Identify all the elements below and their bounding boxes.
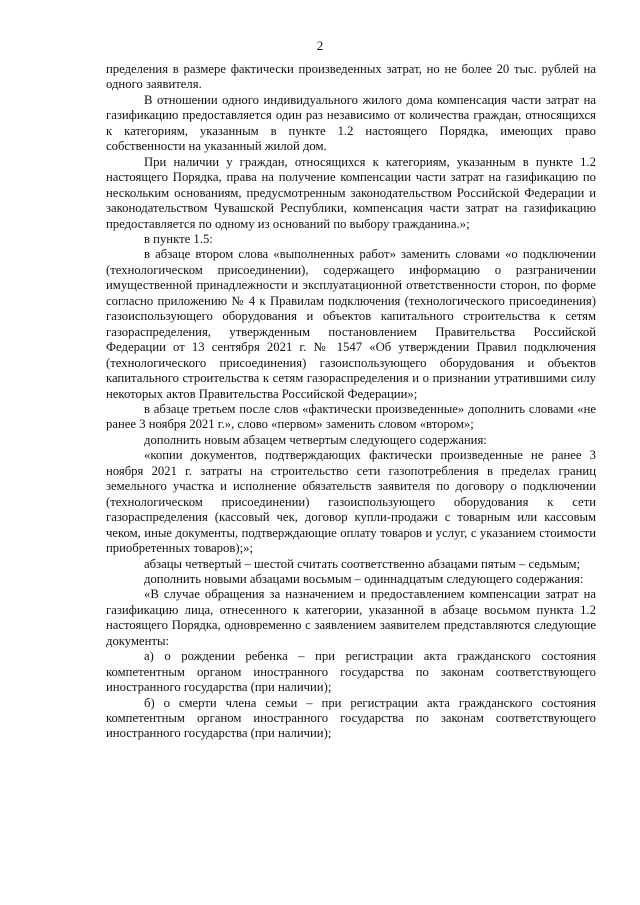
paragraph: «В случае обращения за назначением и предоставлением компенсации затрат на газификацию лица, отнесенного к категории, указанной в абзаце восьмом пункта 1.2 настоящего Порядка, одновременно с заявлением заявителем представляются следующие документы: (106, 587, 596, 648)
paragraph: дополнить новым абзацем четвертым следующего содержания: (144, 432, 487, 447)
paragraph: в абзаце втором слова «выполненных работ» заменить словами «о подключении (технологическом присоединении), содержащего информацию о разграничении имущественной принадлежности и эксплуатационной ответственности сторон, по форме согласно приложению № 4 к Правилам подключения (технологического присоединения) газоиспользующего оборудования и объектов капитального строительства к сетям газораспределения, утвержденным постановлением Правительства Российской Федерации от 13 сентября 2021 г. № 1547 «Об утверждении Правил подключения (технологического присоединения) газоиспользующего оборудования и объектов капитального строительства к сетям газораспределения и о признании утратившими силу некоторых актов Правительства Российской Федерации»; (106, 247, 596, 401)
paragraph: в пункте 1.5: (144, 231, 213, 246)
paragraph: б) о смерти члена семьи – при регистрации акта гражданского состояния компетентным органом иностранного государства по законам соответствующего иностранного государства (при наличии); (106, 695, 596, 741)
page-number: 2 (316, 38, 324, 53)
paragraph: дополнить новыми абзацами восьмым – одиннадцатым следующего содержания: (144, 571, 584, 586)
paragraph: При наличии у граждан, относящихся к категориям, указанным в пункте 1.2 настоящего Порядка, права на получение компенсации части затрат на газификацию по нескольким основаниям, предусмотренным законодательством Российской Федерации и законодательством Чувашской Республики, компенсация части затрат на газификацию предоставляется по одному из оснований по выбору гражданина.»; (106, 154, 596, 231)
paragraph: В отношении одного индивидуального жилого дома компенсация части затрат на газификацию предоставляется один раз независимо от количества граждан, относящихся к категориям, указанным в пункте 1.2 настоящего Порядка, имеющих право собственности на указанный жилой дом. (106, 92, 596, 154)
paragraph: пределения в размере фактически произведенных затрат, но не более 20 тыс. рублей на одного заявителя. (106, 62, 596, 92)
document-body (106, 62, 596, 742)
paragraph: «копии документов, подтверждающих фактически произведенные не ранее 3 ноября 2021 г. затраты на строительство сети газопотребления в пределах границ земельного участка и исполнение обязательств заявителя по договору о подключении (технологическом присоединении) газоиспользующего оборудования к сети газораспределения (кассовый чек, договор купли-продажи с товарным или кассовым чеком, иные документы, подтверждающие оплату товаров и услуг, с указанием стоимости приобретенных товаров);»; (106, 448, 596, 556)
paragraph: абзацы четвертый – шестой считать соответственно абзацами пятым – седьмым; (144, 556, 581, 571)
paragraph: в абзаце третьем после слов «фактически произведенные» дополнить словами «не ранее 3 ноября 2021 г.», слово «первом» заменить словом «втором»; (106, 401, 596, 432)
paragraph: а) о рождении ребенка – при регистрации акта гражданского состояния компетентным органом иностранного государства по законам соответствующего иностранного государства (при наличии); (106, 649, 596, 695)
